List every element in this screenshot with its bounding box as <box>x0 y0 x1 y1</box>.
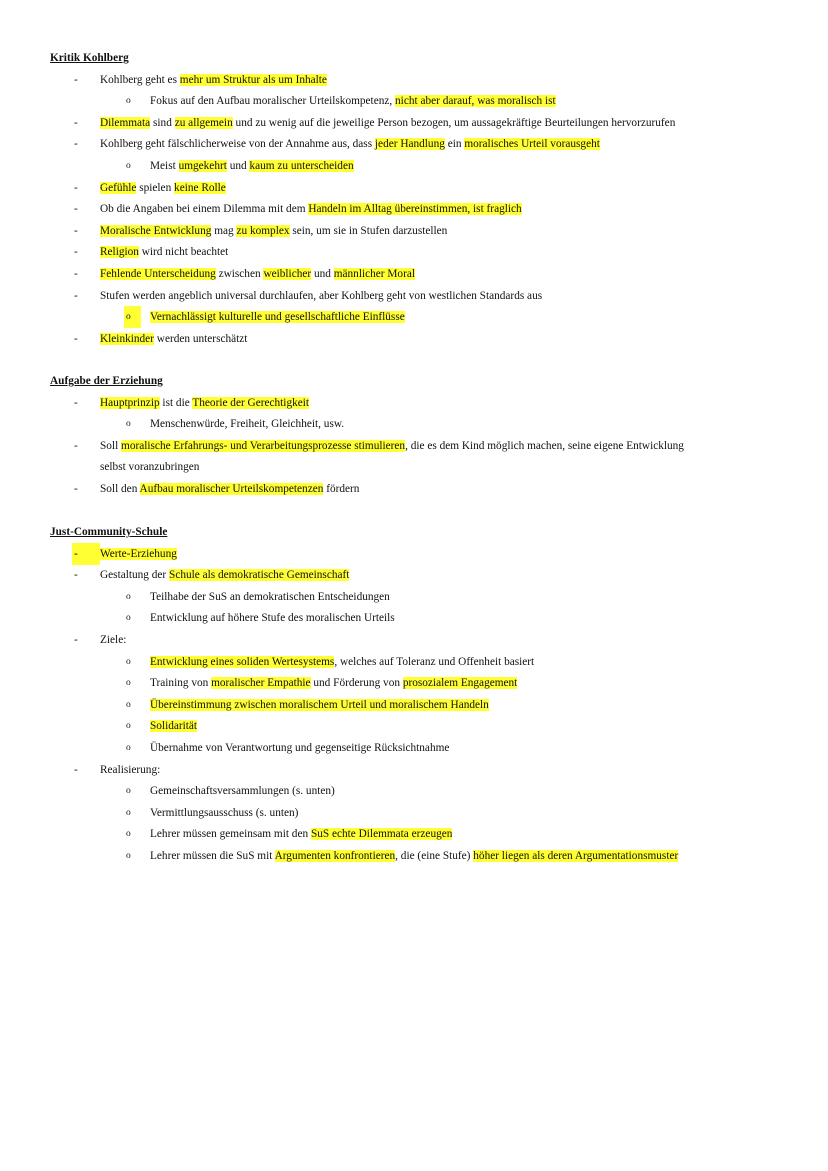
bullet-circle-marker: o <box>126 161 131 171</box>
bullet-dash-marker: - <box>74 181 78 194</box>
text-segment: Kohlberg geht fälschlicherweise von der Annahme aus, dass <box>100 138 375 151</box>
bullet-dash-marker: - <box>74 289 78 302</box>
list-item <box>100 69 327 91</box>
bullet-circle-marker: o <box>126 96 131 107</box>
list-item <box>150 715 197 737</box>
text-segment: und zu wenig auf die jeweilige Person bezogen, um aussagekräftige Beurteilungen hervorzurufen <box>232 116 676 129</box>
list-item <box>150 780 335 802</box>
highlighted-text: keine Rolle <box>174 181 226 194</box>
highlighted-text: mehr um Struktur als um Inhalte <box>179 73 327 86</box>
list-item <box>100 263 415 285</box>
list-item <box>100 629 126 651</box>
list-item <box>150 651 534 673</box>
highlighted-text: Theorie der Gerechtigkeit <box>192 396 310 409</box>
bullet-circle-marker: o <box>126 419 131 430</box>
text-segment: Fokus auf den Aufbau moralischer Urteilskompetenz, <box>150 95 396 108</box>
bullet-circle-marker: o <box>126 786 131 797</box>
bullet-dash-marker: - <box>74 439 78 452</box>
bullet-dash-marker: - <box>74 763 78 776</box>
text-segment: Soll den <box>100 483 140 495</box>
text-segment: sind <box>150 116 175 129</box>
list-item <box>100 328 247 350</box>
bullet-circle-marker: o <box>126 721 131 732</box>
highlighted-text: Fehlende Unterscheidung <box>100 268 216 280</box>
text-segment: wird nicht beachtet <box>138 246 229 259</box>
highlighted-text: Gefühle <box>100 181 137 194</box>
text-segment: Übernahme von Verantwortung und gegenseitige Rücksichtnahme <box>150 742 450 754</box>
text-segment: mag <box>211 224 237 237</box>
highlighted-text: moralische Erfahrungs- und Verarbeitungsprozesse stimulieren <box>121 439 406 452</box>
section-just-community-schule-heading: Just-Community-Schule <box>50 526 168 538</box>
bullet-dash-marker: - <box>74 73 78 86</box>
text-segment: ist die <box>159 396 193 409</box>
highlighted-text: moralischer Empathie <box>211 677 311 690</box>
list-item <box>150 694 489 716</box>
highlighted-text: Übereinstimmung zwischen moralischem Urteil und moralischem Handeln <box>150 698 489 711</box>
text-segment: Realisierung: <box>100 763 161 776</box>
text-segment: zwischen <box>215 268 264 280</box>
highlighted-text: nicht aber darauf, was moralisch ist <box>395 95 556 108</box>
highlighted-text: Solidarität <box>150 720 198 733</box>
highlighted-text: Vernachlässigt kulturelle und gesellschaftliche Einflüsse <box>150 311 405 324</box>
highlighted-text: höher liegen als deren Argumentationsmuster <box>473 850 679 862</box>
bullet-dash-marker: - <box>74 224 78 237</box>
text-segment: Meist <box>150 160 179 172</box>
bullet-circle-marker: o <box>126 743 131 753</box>
bullet-dash-marker: - <box>74 634 78 646</box>
highlighted-text: Handeln im Alltag übereinstimmen, ist fraglich <box>308 203 522 216</box>
bullet-dash-marker: - <box>74 332 78 345</box>
highlighted-text: Werte-Erziehung <box>100 547 177 560</box>
list-item <box>100 435 684 457</box>
highlighted-text: kaum zu unterscheiden <box>249 160 354 172</box>
list-item <box>100 543 177 565</box>
text-segment: Training von <box>150 677 212 690</box>
highlighted-text: Hauptprinzip <box>100 396 160 409</box>
text-segment: und <box>311 268 334 280</box>
text-segment: Soll <box>100 439 122 452</box>
list-item <box>100 112 675 134</box>
highlighted-text: Dilemmata <box>100 116 151 129</box>
bullet-circle-marker: o <box>126 678 131 689</box>
text-segment: Lehrer müssen die SuS mit <box>150 850 275 862</box>
list-item <box>150 845 678 867</box>
highlighted-text: umgekehrt <box>178 160 227 172</box>
text-segment: Stufen werden angeblich universal durchlaufen, aber Kohlberg geht von westlichen Standards aus <box>100 289 543 302</box>
bullet-circle-marker: o <box>126 699 131 710</box>
text-segment: werden unterschätzt <box>153 332 248 345</box>
bullet-dash-marker: - <box>74 396 78 409</box>
highlighted-text: jeder Handlung <box>374 138 445 151</box>
highlighted-text: zu allgemein <box>174 116 233 129</box>
text-segment: und Förderung von <box>310 677 403 690</box>
text-segment: Gestaltung der <box>100 569 170 582</box>
highlighted-text: Schule als demokratische Gemeinschaft <box>169 569 350 582</box>
bullet-dash-marker: - <box>74 268 78 280</box>
highlighted-text: weiblicher <box>263 268 312 280</box>
section-aufgabe-der-erziehung-heading: Aufgabe der Erziehung <box>50 375 163 387</box>
text-segment: Kohlberg geht es <box>100 73 180 86</box>
text-segment: ein <box>444 138 465 151</box>
highlighted-text: Argumenten konfrontieren <box>274 850 396 862</box>
highlighted-text: Aufbau moralischer Urteilskompetenzen <box>139 483 324 495</box>
list-item <box>150 155 354 177</box>
highlighted-text: männlicher Moral <box>333 268 415 280</box>
text-segment: , welches auf Toleranz und Offenheit basiert <box>334 655 535 668</box>
text-segment: Teilhabe der SuS an demokratischen Entscheidungen <box>150 590 390 603</box>
text-segment: Vermittlungsausschuss (s. unten) <box>150 806 299 819</box>
list-item <box>150 672 517 694</box>
highlighted-text: Moralische Entwicklung <box>100 224 212 237</box>
bullet-dash-marker: - <box>74 246 78 259</box>
highlighted-text: Religion <box>100 246 139 259</box>
text-segment: Ob die Angaben bei einem Dilemma mit dem <box>100 203 309 216</box>
text-segment: und <box>226 160 250 172</box>
bullet-circle-marker: o <box>126 851 131 861</box>
text-segment: Ziele: <box>100 634 127 646</box>
list-item <box>100 220 447 242</box>
bullet-circle-marker: o <box>126 807 131 818</box>
highlighted-text: Kleinkinder <box>100 332 154 345</box>
list-item <box>150 737 449 759</box>
text-segment: selbst voranzubringen <box>100 461 200 474</box>
list-item <box>150 802 298 824</box>
bullet-dash-marker: - <box>74 569 78 582</box>
list-item <box>100 456 199 478</box>
highlighted-text: Entwicklung eines soliden Wertesystems <box>150 655 335 668</box>
bullet-circle-marker: o <box>126 829 131 840</box>
text-segment: , die (eine Stufe) <box>395 850 474 862</box>
list-item <box>150 306 405 328</box>
bullet-dash-marker: - <box>74 203 78 216</box>
text-segment: Menschenwürde, Freiheit, Gleichheit, usw. <box>150 418 345 431</box>
text-segment: sein, um sie in Stufen darzustellen <box>289 224 448 237</box>
section-kritik-kohlberg-heading: Kritik Kohlberg <box>50 52 129 64</box>
text-segment: , die es dem Kind möglich machen, seine eigene Entwicklung <box>405 439 684 452</box>
list-item <box>150 90 556 112</box>
highlighted-text: prosozialem Engagement <box>402 677 518 690</box>
bullet-dash-marker: - <box>74 116 78 129</box>
list-item <box>150 607 395 629</box>
text-segment: Lehrer müssen gemeinsam mit den <box>150 828 311 841</box>
list-item <box>150 823 452 845</box>
highlighted-text: moralisches Urteil vorausgeht <box>464 138 600 151</box>
list-item <box>100 392 309 414</box>
list-item <box>100 133 600 155</box>
list-item <box>100 478 359 500</box>
text-segment: spielen <box>136 181 175 194</box>
bullet-dash-marker: - <box>72 543 100 565</box>
text-segment: Entwicklung auf höhere Stufe des moralischen Urteils <box>150 612 395 625</box>
list-item <box>100 564 349 586</box>
list-item <box>100 241 228 263</box>
text-segment: fördern <box>323 483 360 495</box>
list-item <box>100 285 542 307</box>
bullet-dash-marker: - <box>74 138 78 151</box>
list-item <box>100 759 160 781</box>
list-item <box>100 198 522 220</box>
list-item <box>150 586 390 608</box>
list-item <box>100 177 226 199</box>
bullet-dash-marker: - <box>74 483 78 495</box>
bullet-circle-marker: o <box>126 613 131 624</box>
bullet-circle-marker: o <box>124 306 141 328</box>
bullet-circle-marker: o <box>126 656 131 667</box>
highlighted-text: SuS echte Dilemmata erzeugen <box>310 828 453 841</box>
highlighted-text: zu komplex <box>236 224 290 237</box>
text-segment: Gemeinschaftsversammlungen (s. unten) <box>150 785 335 798</box>
bullet-circle-marker: o <box>126 591 131 602</box>
list-item <box>150 413 344 435</box>
